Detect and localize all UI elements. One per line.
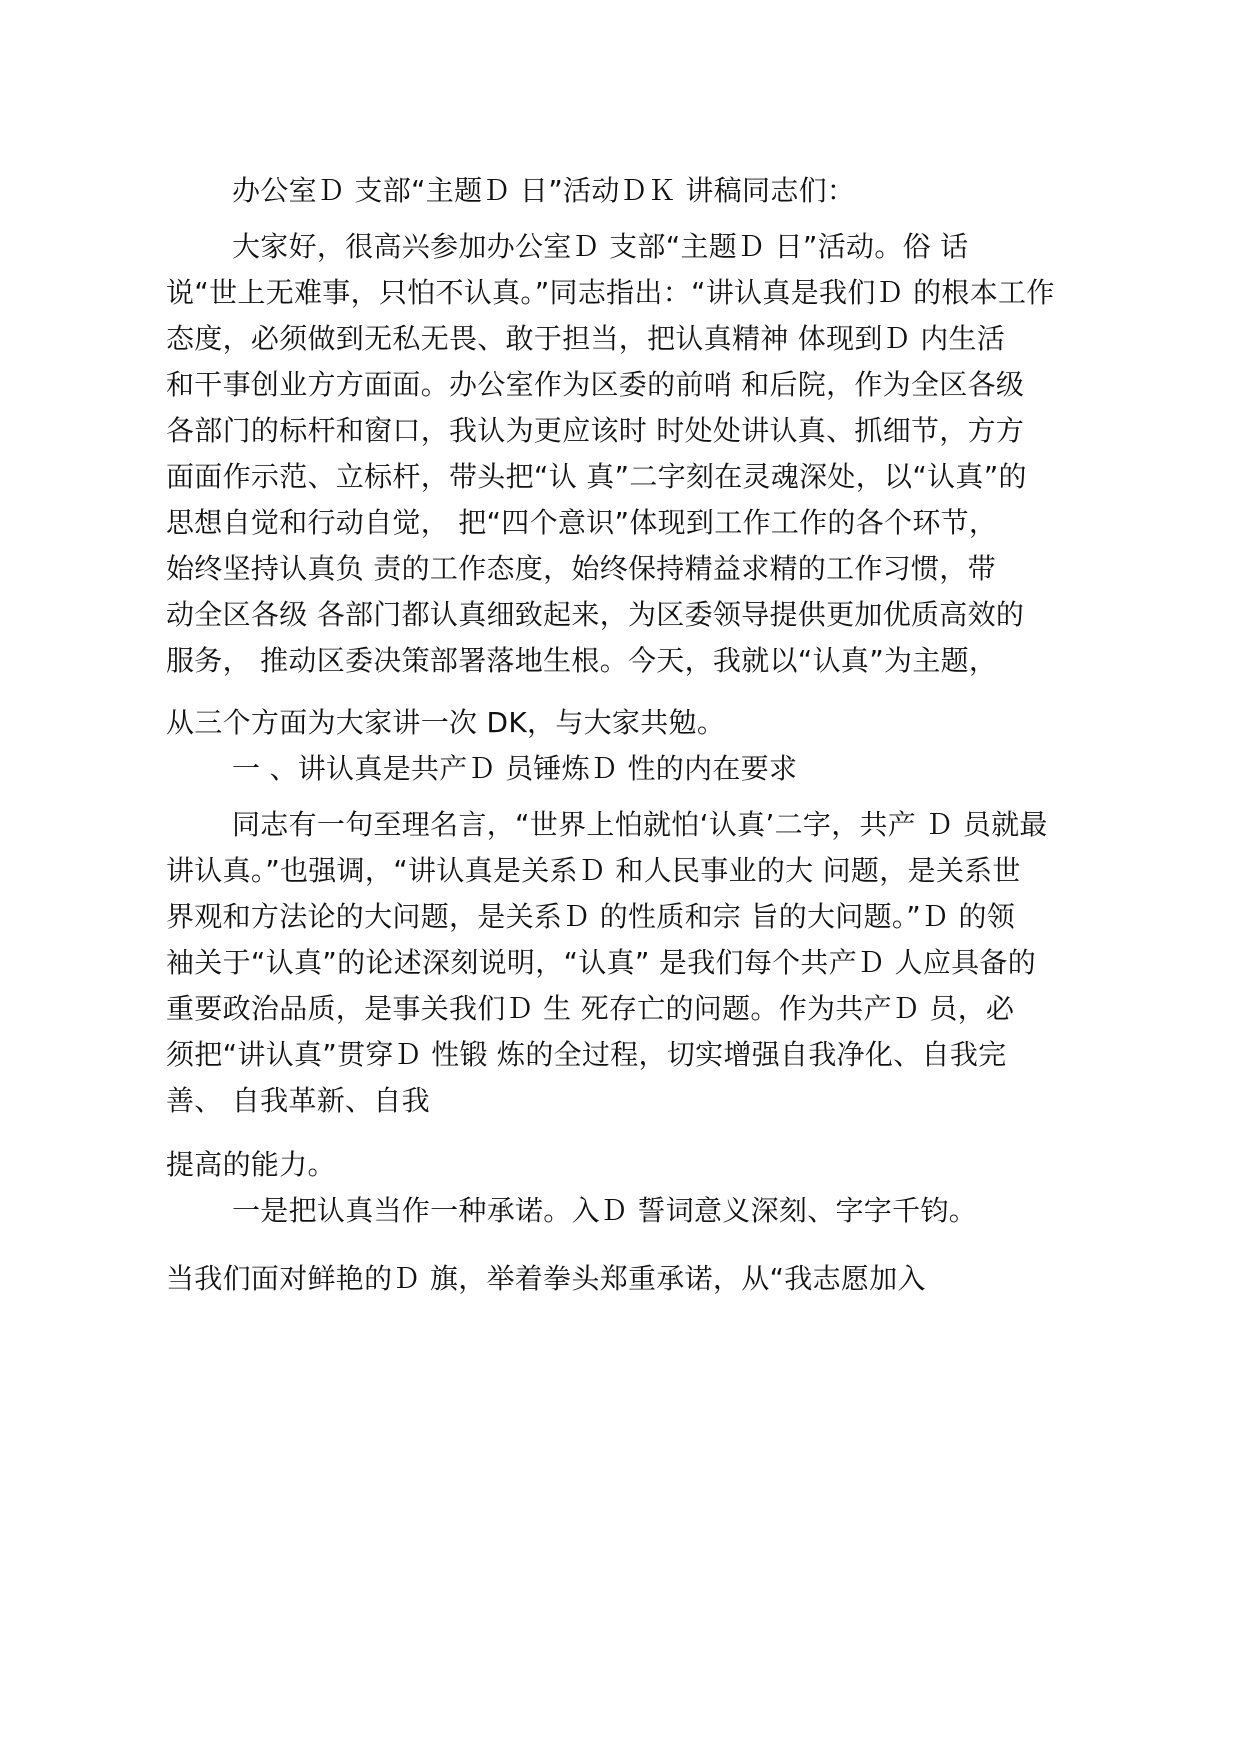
paragraph-line: 动全区各级 各部门都认真细致起来，为区委领导提供更加优质高效的 [166, 598, 1025, 631]
paragraph-line: 和干事创业方方面面。办公室作为区委的前哨 和后院，作为全区各级 [166, 368, 1025, 401]
paragraph-line: 从三个方面为大家讲一次 DK，与大家共勉。 [166, 706, 726, 739]
paragraph-line: 重要政治品质，是事关我们Ｄ 生 死存亡的问题。作为共产Ｄ 员，必 [166, 992, 1015, 1025]
paragraph-line: 讲认真。”也强调，“讲认真是关系Ｄ 和人民事业的大 问题，是关系世 [166, 854, 1021, 887]
paragraph-line: 面面作示范、立标杆，带头把“认 真”二字刻在灵魂深处，以“认真”的 [166, 460, 1027, 493]
paragraph-line: 服务， 推动区委决策部署落地生根。今天，我就以“认真”为主题， [166, 644, 998, 677]
paragraph-line: 界观和方法论的大问题，是关系Ｄ 的性质和宗 旨的大问题。”Ｄ 的领 [166, 900, 1016, 933]
paragraph-line: 一是把认真当作一种承诺。入Ｄ 誓词意义深刻、字字千钧。 [232, 1194, 978, 1227]
paragraph-line: 大家好，很高兴参加办公室Ｄ 支部“主题Ｄ 日”活动。俗 话 [232, 230, 969, 263]
paragraph-line: 同志有一句至理名言，“世界上怕就怕‘认真’二字，共产 Ｄ 员就最 [232, 808, 1048, 841]
paragraph-line: 态度，必须做到无私无畏、敢于担当，把认真精神 体现到Ｄ 内生活 [166, 322, 1006, 355]
title-line: 办公室Ｄ 支部“主题Ｄ 日”活动ＤＫ 讲稿同志们： [232, 174, 856, 207]
section-heading: 一 、讲认真是共产Ｄ 员锤炼Ｄ 性的内在要求 [232, 752, 798, 785]
paragraph-line: 袖关于“认真”的论述深刻说明，“认真” 是我们每个共产Ｄ 人应具备的 [166, 946, 1037, 979]
paragraph-line: 始终坚持认真负 责的工作态度，始终保持精益求精的工作习惯，带 [166, 552, 996, 585]
paragraph-line: 善、 自我革新、自我 [166, 1084, 430, 1117]
paragraph-line: 说“世上无难事，只怕不认真。”同志指出：“讲认真是我们Ｄ 的根本工作 [166, 276, 1055, 309]
paragraph-line: 须把“讲认真”贯穿Ｄ 性锻 炼的全过程，切实增强自我净化、自我完 [166, 1038, 1007, 1071]
paragraph-line: 提高的能力。 [166, 1148, 336, 1181]
paragraph-line: 当我们面对鲜艳的Ｄ 旗，举着拳头郑重承诺，从“我志愿加入 [166, 1262, 926, 1295]
paragraph-line: 思想自觉和行动自觉， 把“四个意识”体现到工作工作的各个环节， [166, 506, 998, 539]
paragraph-line: 各部门的标杆和窗口，我认为更应该时 时处处讲认真、抓细节，方方 [166, 414, 1025, 447]
